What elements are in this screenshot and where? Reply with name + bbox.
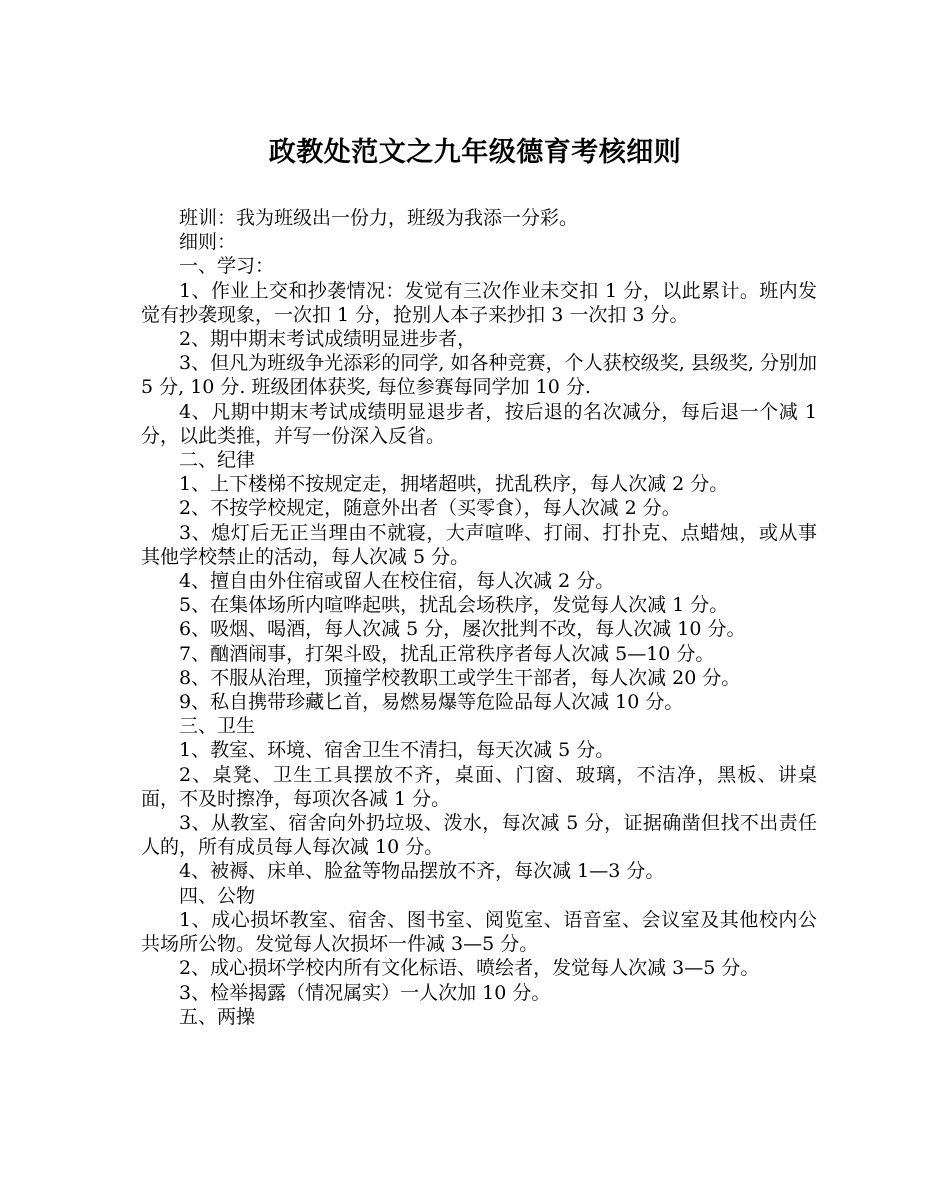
document-title: 政教处范文之九年级德育考核细则 <box>268 137 682 168</box>
rule-paragraph: 2、桌凳、卫生工具摆放不齐，桌面、门窗、玻璃，不洁净，黑板、讲桌面，不及时擦净，每项次各减 1 分。 <box>141 763 817 810</box>
rule-paragraph: 5、在集体场所内喧哗起哄，扰乱会场秩序，发觉每人次减 1 分。 <box>179 594 729 617</box>
motto-paragraph: 班训：我为班级出一份力，班级为我添一分彩。 <box>179 207 579 229</box>
section-heading-public-property: 四、公物 <box>179 884 256 907</box>
rules-heading: 细则： <box>179 231 237 254</box>
document-body <box>141 206 817 1029</box>
rule-paragraph: 4、被褥、床单、脸盆等物品摆放不齐，每次减 1—3 分。 <box>179 860 665 883</box>
rule-paragraph: 3、熄灯后无正当理由不就寝，大声喧哗、打闹、打扑克、点蜡烛，或从事其他学校禁止的活动，每人次减 5 分。 <box>141 521 817 568</box>
rule-paragraph: 1、教室、环境、宿舍卫生不清扫，每天次减 5 分。 <box>179 739 615 762</box>
section-heading-hygiene: 三、卫生 <box>179 715 256 738</box>
rule-paragraph: 6、吸烟、喝酒，每人次减 5 分，屡次批判不改，每人次减 10 分。 <box>179 618 746 641</box>
section-heading-exercises: 五、两操 <box>179 1005 256 1028</box>
rule-paragraph: 9、私自携带珍藏匕首，易燃易爆等危险品每人次减 10 分。 <box>179 691 684 714</box>
section-heading-study: 一、学习： <box>179 255 275 278</box>
rule-paragraph: 3、但凡为班级争光添彩的同学, 如各种竞赛，个人获校级奖, 县级奖, 分别加 5 分, 10 分. 班级团体获奖, 每位参赛每同学加 10 分. <box>141 352 817 399</box>
rule-paragraph: 1、上下楼梯不按规定走，拥堵超哄，扰乱秩序，每人次减 2 分。 <box>179 473 729 496</box>
rule-paragraph: 2、期中期末考试成绩明显进步者， <box>179 328 477 351</box>
rule-paragraph: 7、酗酒闹事，打架斗殴，扰乱正常秩序者每人次减 5—10 分。 <box>179 642 715 665</box>
rule-paragraph: 8、不服从治理，顶撞学校教职工或学生干部者，每人次减 20 分。 <box>179 666 741 689</box>
rule-paragraph: 2、不按学校规定，随意外出者（买零食），每人次减 2 分。 <box>179 497 681 520</box>
rule-paragraph: 3、从教室、宿舍向外扔垃圾、泼水，每次减 5 分，证据确凿但找不出责任人的，所有成员每人每次减 10 分。 <box>141 812 817 859</box>
rule-paragraph: 4、凡期中期末考试成绩明显退步者，按后退的名次减分，每后退一个减 1 分，以此类推，并写一份深入反省。 <box>141 400 817 447</box>
section-heading-discipline: 二、纪律 <box>179 449 256 472</box>
rule-paragraph: 4、擅自由外住宿或留人在校住宿，每人次减 2 分。 <box>179 570 615 593</box>
rule-paragraph: 1、作业上交和抄袭情况：发觉有三次作业未交扣 1 分，以此累计。班内发觉有抄袭现象，一次扣 1 分，抢别人本子来抄扣 3 一次扣 3 分。 <box>141 279 817 326</box>
rule-paragraph: 1、成心损坏教室、宿舍、图书室、阅览室、语音室、会议室及其他校内公共场所公物。发觉每人次损坏一件减 3—5 分。 <box>141 908 817 956</box>
rule-paragraph: 2、成心损坏学校内所有文化标语、喷绘者，发觉每人次减 3—5 分。 <box>179 957 760 980</box>
rule-paragraph: 3、检举揭露（情况属实）一人次加 10 分。 <box>179 981 551 1004</box>
